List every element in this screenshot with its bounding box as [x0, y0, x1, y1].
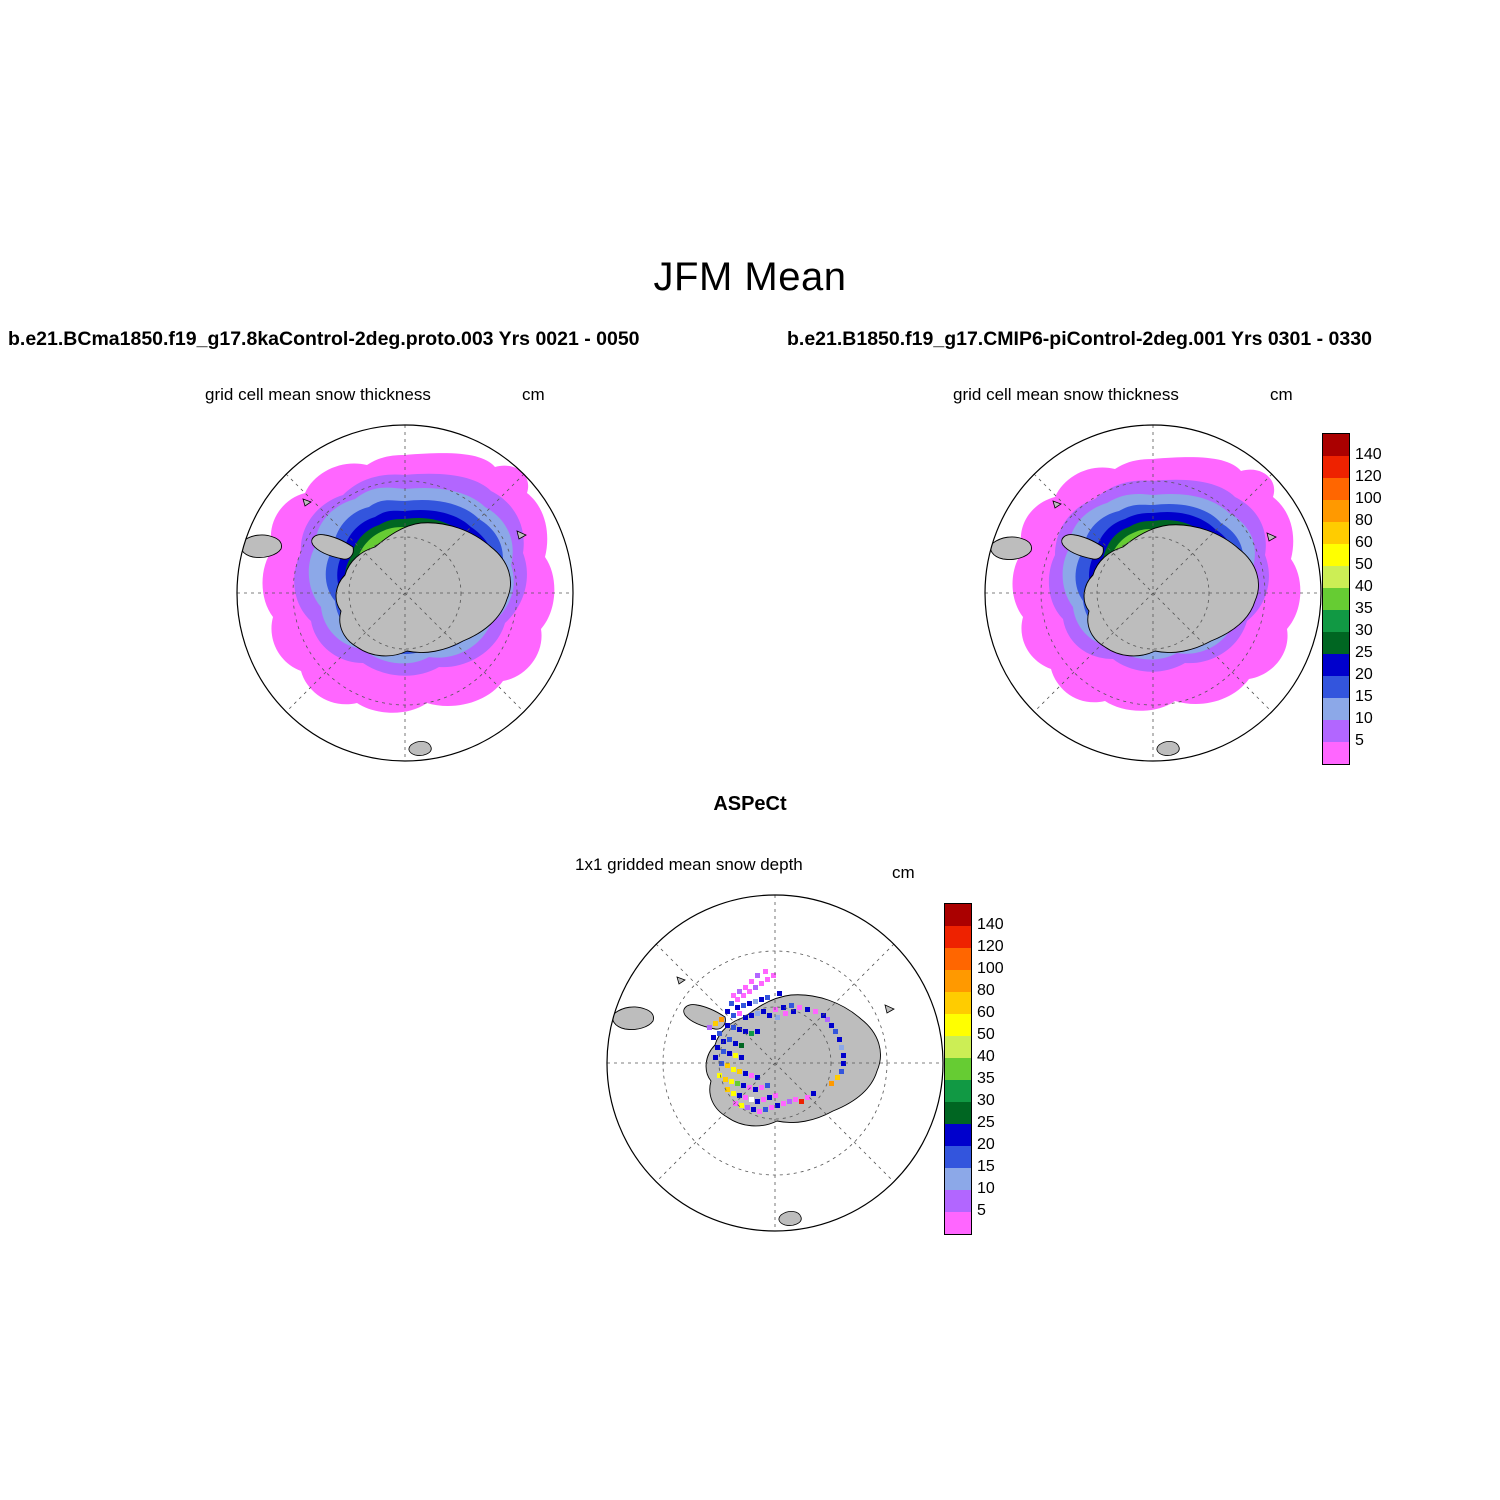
- colorbar-cell: [945, 992, 971, 1014]
- colorbar-cell: [1323, 742, 1349, 764]
- colorbar-tick-label: 40: [1355, 578, 1373, 595]
- colorbar-tick-label: 25: [1355, 644, 1373, 661]
- panel-bottom: [570, 855, 1130, 1255]
- panel-right-units: cm: [1270, 385, 1293, 404]
- map-right: [963, 415, 1343, 775]
- colorbar-cell: [1323, 698, 1349, 720]
- colorbar-cell: [1323, 610, 1349, 632]
- panel-left-units: cm: [522, 385, 545, 404]
- colorbar-tick-label: 30: [977, 1092, 995, 1109]
- aspect-section-title: ASPeCt: [713, 793, 787, 815]
- colorbar-tick-label: 50: [977, 1026, 995, 1043]
- colorbar-cell: [945, 1102, 971, 1124]
- colorbar-tick-label: 120: [977, 938, 1004, 955]
- colorbar-tick-label: 140: [977, 916, 1004, 933]
- colorbar-tick-label: 140: [1355, 446, 1382, 463]
- colorbar-tick-label: 5: [1355, 732, 1364, 749]
- colorbar-tick-label: 20: [977, 1136, 995, 1153]
- colorbar-cell: [1323, 720, 1349, 742]
- colorbar-tick-label: 35: [977, 1070, 995, 1087]
- panel-left: [200, 385, 820, 785]
- panel-right-caption: grid cell mean snow thickness: [953, 385, 1179, 404]
- colorbar-cell: [1323, 588, 1349, 610]
- colorbar-cell: [1323, 522, 1349, 544]
- colorbar-cell: [1323, 500, 1349, 522]
- panel-bottom-units: cm: [892, 863, 915, 882]
- colorbar-tick-label: 120: [1355, 468, 1382, 485]
- colorbar-tick-label: 100: [1355, 490, 1382, 507]
- colorbar-cell: [945, 1014, 971, 1036]
- colorbar-cell: [945, 1212, 971, 1234]
- colorbar-tick-label: 15: [1355, 688, 1373, 705]
- panel-bottom-caption: 1x1 gridded mean snow depth: [575, 855, 803, 874]
- colorbar-tick-label: 25: [977, 1114, 995, 1131]
- colorbar-tick-label: 20: [1355, 666, 1373, 683]
- panel-right: [948, 385, 1500, 785]
- page-title: JFM Mean: [653, 255, 847, 299]
- colorbar-tick-label: 60: [1355, 534, 1373, 551]
- colorbar-cell: [945, 904, 971, 926]
- run-label-right: b.e21.B1850.f19_g17.CMIP6-piControl-2deg.001 Yrs 0301 - 0330: [787, 328, 1372, 350]
- colorbar-tick-label: 100: [977, 960, 1004, 977]
- run-label-left: b.e21.BCma1850.f19_g17.8kaControl-2deg.proto.003 Yrs 0021 - 0050: [8, 328, 640, 350]
- colorbar-tick-label: 60: [977, 1004, 995, 1021]
- colorbar-cell: [945, 1190, 971, 1212]
- colorbar-tick-label: 80: [1355, 512, 1373, 529]
- colorbar-cell: [945, 948, 971, 970]
- colorbar-cell: [945, 1146, 971, 1168]
- colorbar-tick-label: 15: [977, 1158, 995, 1175]
- colorbar-tick-label: 5: [977, 1202, 986, 1219]
- colorbar-strip: [944, 903, 972, 1235]
- colorbar-cell: [1323, 654, 1349, 676]
- colorbar-cell: [1323, 566, 1349, 588]
- colorbar-cell: [945, 1124, 971, 1146]
- colorbar-cell: [945, 1036, 971, 1058]
- colorbar-cell: [1323, 456, 1349, 478]
- colorbar-strip: [1322, 433, 1350, 765]
- colorbar-cell: [945, 1058, 971, 1080]
- colorbar-tick-label: 10: [977, 1180, 995, 1197]
- colorbar-tick-label: 35: [1355, 600, 1373, 617]
- colorbar-cell: [1323, 676, 1349, 698]
- colorbar-tick-label: 10: [1355, 710, 1373, 727]
- colorbar-cell: [1323, 434, 1349, 456]
- colorbar-cell: [1323, 632, 1349, 654]
- map-left: [215, 415, 595, 775]
- panel-left-caption: grid cell mean snow thickness: [205, 385, 431, 404]
- colorbar-tick-label: 50: [1355, 556, 1373, 573]
- colorbar-tick-label: 30: [1355, 622, 1373, 639]
- map-bottom: [585, 885, 965, 1245]
- colorbar-cell: [1323, 544, 1349, 566]
- colorbar-tick-label: 40: [977, 1048, 995, 1065]
- colorbar-cell: [1323, 478, 1349, 500]
- colorbar-cell: [945, 926, 971, 948]
- colorbar-cell: [945, 970, 971, 992]
- colorbar-tick-label: 80: [977, 982, 995, 999]
- colorbar-cell: [945, 1168, 971, 1190]
- colorbar-cell: [945, 1080, 971, 1102]
